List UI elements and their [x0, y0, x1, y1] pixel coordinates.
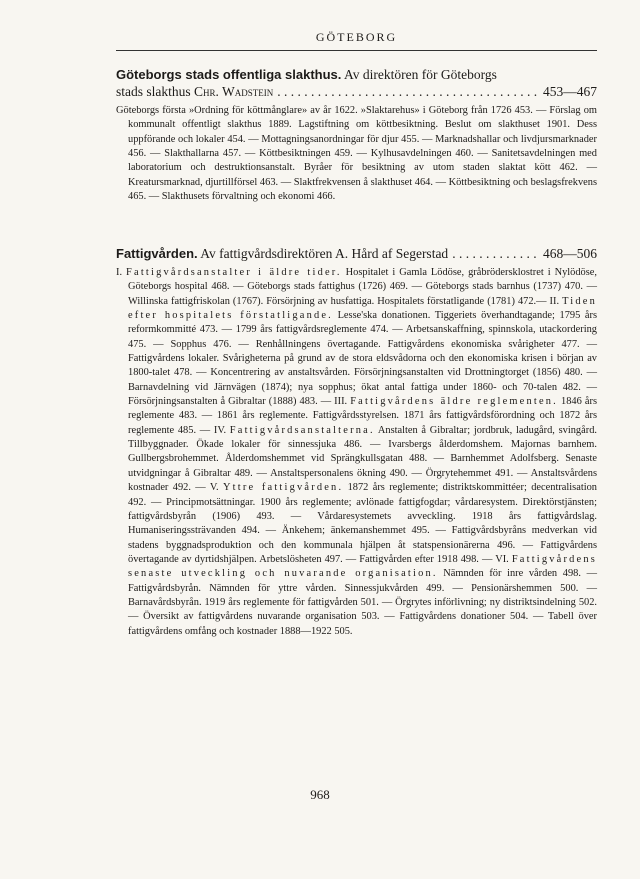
section-title-bold: Göteborgs stads offentliga slakthus. — [116, 67, 342, 82]
text-run: I. — [116, 267, 127, 278]
text-run: 1846 års reglemente 483. — 1861 års reglemente. Fattigvårdsstyrelsen. 1871 års fattigvårdsförordning och 1872 års reglemente 485. — IV. — [128, 396, 597, 436]
subheading-spaced: Fattigvårdsanstalterna. — [229, 424, 375, 436]
section-summary: Göteborgs första »Ordning för köttmånglare» av år 1622. »Slaktarehus» i Göteborg från 1726 453. — Förslag om kommunalt offentligt slakthus 1889. Lagstiftning om köttbesiktning. Beslut om slakthuset 1901. Dess uppförande och lokaler 454. — Mottagningsanordningar för djur 455. — Marknadshallar och livdjursmarknader 456. — Slakthallarna 457. — Köttbesiktningen 459. — Kylhusavdelningen 460. — Sanitetsavdelningen med laboratorium och destruktionsanstalt. Byråer för besiktning av utom staden slaktat kött 462. — Kreatursmarknad, djurtillförsel 463. — Slaktfrekvensen å slakthuset 464. — Köttbesiktning och beslagsfrekvens 465. — Slakthusets förvaltning och ekonomi 466. — [116, 105, 597, 203]
text-run: Anstalten å Gibraltar; jordbruk, ladugård, svingård. Tillbyggnader. Ökade lokaler för sinnessjuka 486. — Ivarsbergs ålderdomshem. Majornas barnhem. Gullbergsbrohemmet. Ålderdomshemmet vid Sprängkullsgatan 488. — Barnhemmet Adolfsberg. Senaste utvidgningar å Gibraltar 489. — Anstaltspersonalens ökning 490. — Örgrytehemmet 491. — Anstaltsvårdens kostnader 492. — V. — [128, 424, 597, 494]
text-run: Hospitalet i Gamla Lödöse, gråbrödersklostret i Nylödöse, Göteborgs hospital 468. — Göteborgs stads fattighus (1726) 469. — Göteborgs stads barnhus (1737) 470. — Willinska fattigfriskolan (1767). Försörjning av husfattiga. Hospitalets förstatligande (1781) 472.— II. — [128, 267, 597, 307]
section-title-rest: Av fattigvårdsdirektören A. Hård af Segerstad — [200, 246, 449, 261]
running-header: GÖTEBORG — [315, 30, 398, 44]
text-run: Nämnden för inre vården 498. — Fattigvårdsbyrån. Nämnden för yttre vården. Sinnessjukvården 499. — Pensionärshemmen 500. — Barnavårdsbyrån. 1919 års reglemente för fattigvården 501. — Örgrytes införlivning; ny distriktsindelning 502. — Översikt av fattigvårdens nuvarande organisation 503. — Fattigvårdens donationer 504. — Tabell över fattigvårdens omfång och kostnader 1888—1922 505. — [128, 568, 597, 637]
subheading-spaced: Fattigvårdens äldre reglementen. — [350, 396, 558, 408]
section-summary — [116, 266, 597, 639]
section-pages: 468—506 — [543, 246, 597, 261]
section-fattigvarden — [116, 245, 597, 639]
section-pages: 453—467 — [543, 84, 597, 99]
section-title — [116, 66, 597, 83]
subheading-spaced: Fattigvårdsanstalter i äldre tider. — [126, 267, 342, 278]
section-title-rest: Av direktören för Göteborgs — [344, 67, 497, 82]
leader-dots — [452, 245, 539, 262]
section-title — [116, 245, 597, 262]
subheading-spaced: Fattigvårdens senaste utveckling och nuvarande organisation. — [128, 553, 597, 580]
section-author-line — [116, 83, 597, 100]
author-name: Chr. Wadstein — [194, 84, 274, 99]
section-author: stads slakthus Chr. Wadstein — [116, 84, 274, 99]
section-title-bold: Fattigvården. — [116, 246, 198, 261]
section-slakthus — [116, 66, 597, 204]
text-run: 1872 års reglemente; distriktskommittéer; decentralisation 492. — Principmotsättningar. 1900 års reglemente; avlönade fattigfogdar; vårdaresystem. Direktörstjänsten; fattigvårdsbyrån (1906) 493. — Vårdaresystemets avveckling. 1918 års fattigvårdslag. Humaniseringssträvanden 494. — Änkehem; änkemanshemmet 495. — Fattigvårdsbyråns medverkan vid stadens byggnadsproduktion och den kommunala hjälpen åt statspensionärerna 496. — Fattigvårdens övertagande av dyrtidshjälpen. Arbetslösheten 497. — Fattigvården efter 1918 498. — VI. — [128, 482, 597, 565]
subheading-spaced: Tiden efter hospitalets förstatligande. — [128, 295, 597, 322]
subheading-spaced: Yttre fattigvården. — [222, 482, 344, 494]
header-rule — [116, 50, 597, 51]
text-run: Lesse'ska donationen. Tiggeriets överhandtagande; 1795 års reformkommitté 473. — 1799 års fattigvårdsreglemente 474. — Arbetsanskaffning, spinnskola, utackordering 475. — Sopphus 476. — Renhållningens övertagande. Fattigvårdens ekonomiska svårigheter 477. — Fattigvårdens lokaler. Svårigheterna på grund av de stora eldsvådorna och den ekonomiska krisen i början av 1800-talet 478. — Koncentrering av anstaltsvården. Försörjningsanstalten vid Drottningtorget (1856) 480. — Barnavdelning vid Järnvägen (1874); nya sopphus; ökat antal fattiga under 1860- och 70-talen 482. — Försörjningsanstalten å Gibraltar (1888) 483. — III. — [128, 310, 597, 408]
page-number: 968 — [310, 787, 330, 802]
leader-dots — [277, 83, 539, 100]
